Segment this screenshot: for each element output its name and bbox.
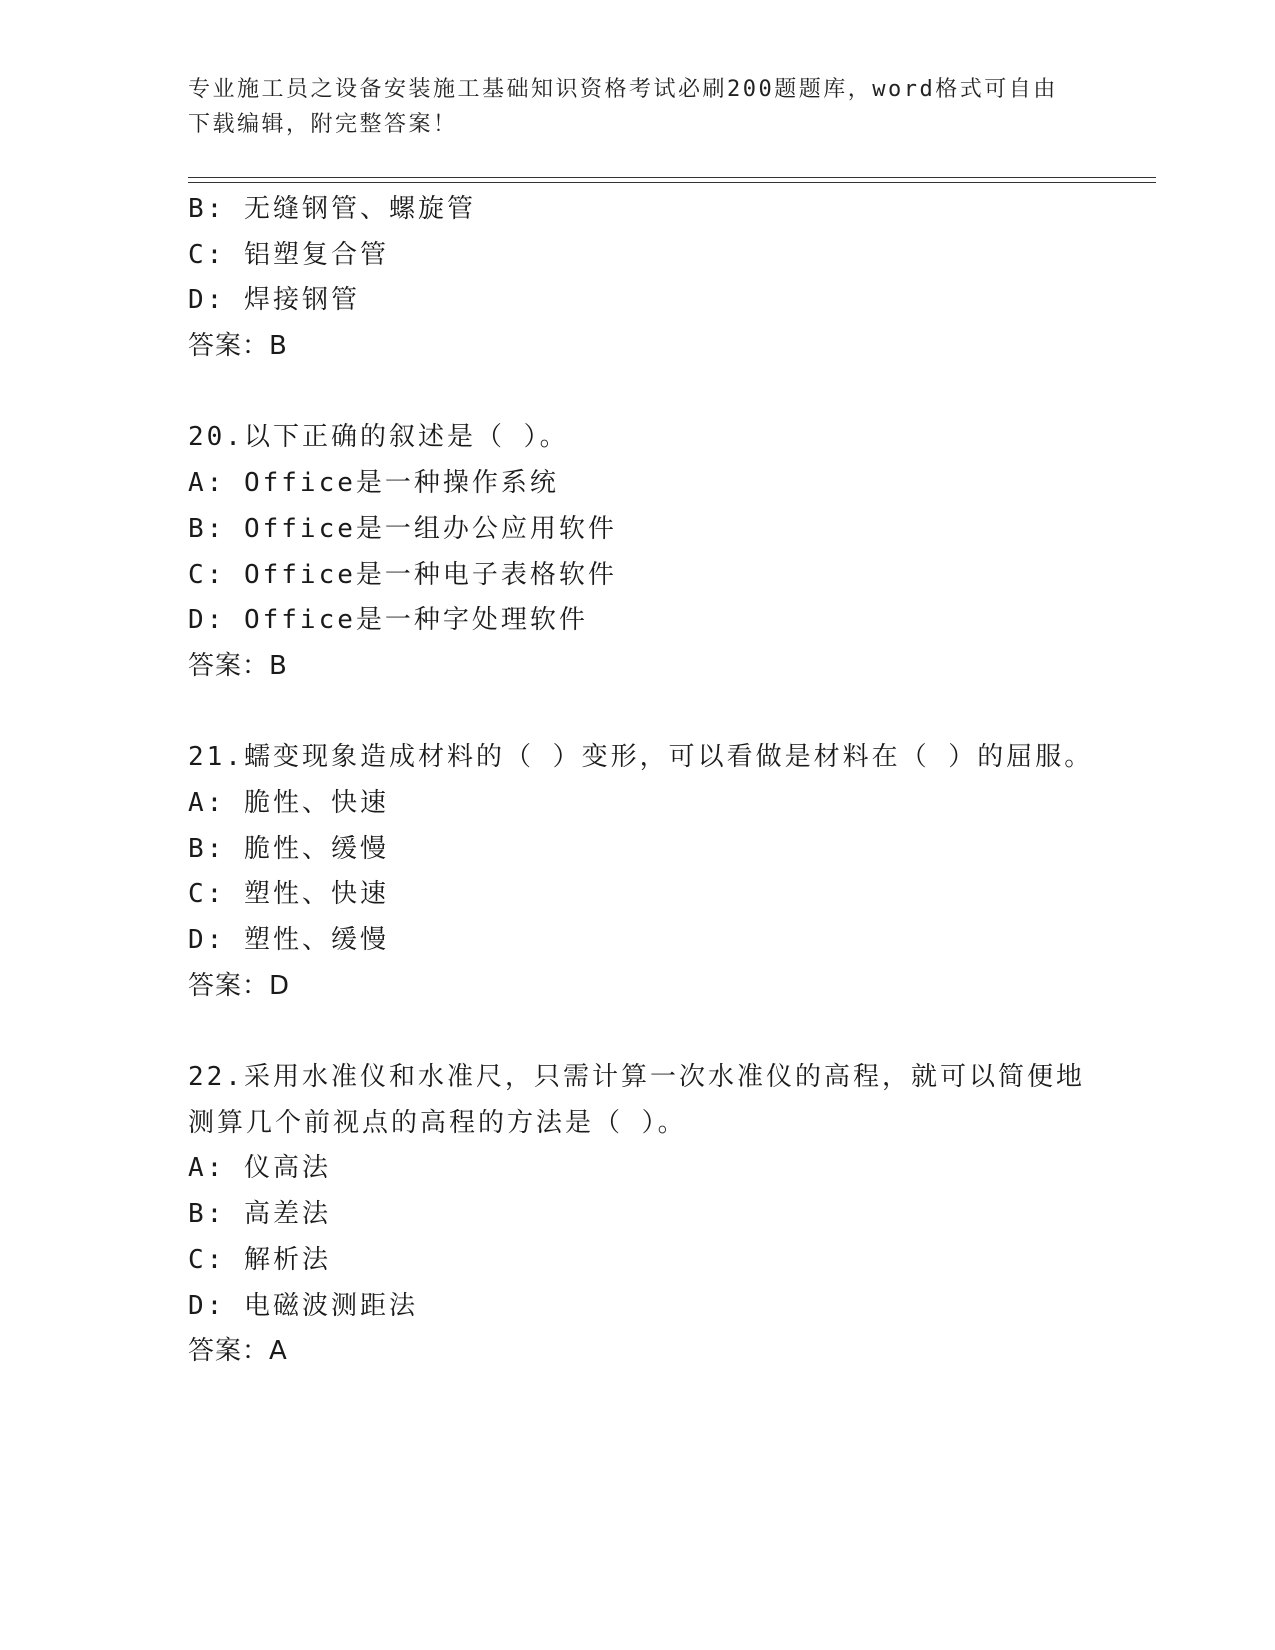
- question-20: [188, 415, 1088, 689]
- option-d: D: 电磁波测距法: [188, 1290, 418, 1321]
- option-d: D: 塑性、缓慢: [188, 925, 389, 955]
- spacer: [188, 1009, 1088, 1055]
- question-stem-line-1: 22.采用水准仪和水准尺，只需计算一次水准仪的高程，就可以简便地: [188, 1062, 1085, 1093]
- option-b: B: 脆性、缓慢: [188, 833, 389, 864]
- answer-line: 答案：B: [188, 650, 288, 681]
- option-a: A: 脆性、快速: [188, 787, 389, 818]
- answer-line: 答案：D: [188, 970, 291, 1001]
- answer-line: 答案：B: [188, 331, 288, 362]
- option-d: D: Office是一种字处理软件: [188, 605, 588, 636]
- header-title-line-2: 下载编辑，附完整答案！: [188, 112, 458, 137]
- option-c: C: 解析法: [188, 1244, 331, 1275]
- option-a: A: 仪高法: [188, 1153, 331, 1184]
- question-19-continued: [188, 187, 1088, 370]
- option-b: B: 无缝钢管、螺旋管: [188, 194, 476, 224]
- answer-line: 答案：A: [188, 1336, 288, 1367]
- option-a: A: Office是一种操作系统: [188, 468, 559, 499]
- option-c: C: 铝塑复合管: [188, 239, 389, 270]
- header-title-line-1: 专业施工员之设备安装施工基础知识资格考试必刷200题题库，word格式可自由: [188, 77, 1058, 102]
- spacer: [188, 370, 1088, 416]
- option-b: B: Office是一组办公应用软件: [188, 513, 617, 544]
- header-divider-bottom: [188, 182, 1156, 183]
- question-21: [188, 735, 1094, 1009]
- option-c: C: Office是一种电子表格软件: [188, 559, 617, 590]
- option-b: B: 高差法: [188, 1199, 331, 1230]
- question-stem: 20.以下正确的叙述是（ ）。: [188, 422, 569, 453]
- option-d: D: 焊接钢管: [188, 285, 360, 316]
- question-list: [188, 187, 1094, 1375]
- spacer: [188, 690, 1088, 736]
- page-header: [188, 72, 1088, 142]
- option-c: C: 塑性、快速: [188, 879, 389, 910]
- question-stem-line-2: 测算几个前视点的高程的方法是（ ）。: [188, 1107, 687, 1138]
- question-stem: 21.蠕变现象造成材料的（ ）变形，可以看做是材料在（ ）的屈服。: [188, 742, 1094, 773]
- question-22: [188, 1055, 1088, 1375]
- header-divider-top: [188, 177, 1156, 178]
